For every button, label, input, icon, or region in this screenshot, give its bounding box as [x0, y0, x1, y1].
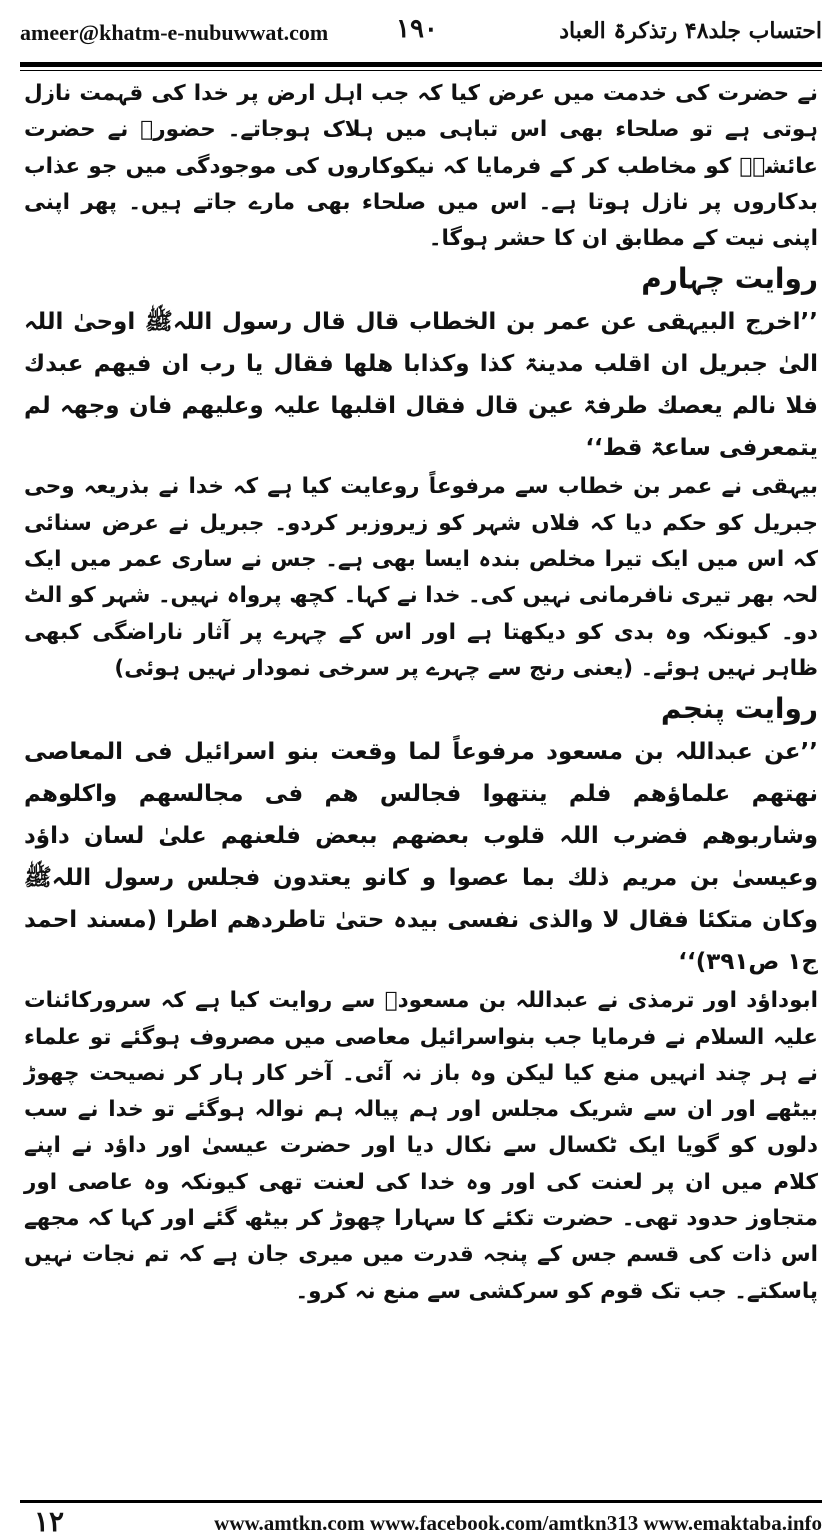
arabic-text-narration-5: ’’عن عبداللہ بن مسعود مرفوعاً لما وقعت بنو اسرائیل فی المعاصی نھتھم علماؤھم فلم ینتھوا فجالس ھم فی مجالسھم واکلوھم وشاربوھم فضرب اللہ قلوب بعضھم ببعض فلعنھم علیٰ لسان داؤد وعیسیٰ بن مریم ذلك بما عصوا و کانو یعتدون فجلس رسول اللہﷺ وکان متکئا فقال لا والذی نفسی بیدہ حتیٰ تاطردھم اطرا (مسند احمد ج۱ ص۳۹۱)‘‘: [24, 739, 818, 976]
arabic-text-narration-4: ’’اخرج البیہقی عن عمر بن الخطاب قال قال رسول اللہﷺ اوحیٰ اللہ الیٰ جبریل ان اقلب مدینۃ کذا وکذابا ھلھا فقال یا رب ان فیھم عبدك فلا نالم یعصك طرفۃ عین قال فقال اقلبھا علیہ وعلیھم فان وجھہ لم یتمعرفی ساعۃ قط‘‘: [24, 309, 818, 462]
heading-narration-5: روایت پنجم: [660, 692, 818, 726]
intro-paragraph: نے حضرت کی خدمت میں عرض کیا کہ جب اہل ارض پر خدا کی قہمت نازل ہوتی ہے تو صلحاء بھی اس تباہی میں ہلاک ہوجاتے۔ حضورﷺ نے حضرت عائشہؓ کو مخاطب کر کے فرمایا کہ نیکوکاروں کی موجودگی میں جو عذاب بدکاروں پر نازل ہوتا ہے۔ اس میں صلحاء بھی مارے جاتے ہیں۔ پھر اپنی اپنی نیت کے مطابق ان کا حشر ہوگا۔: [24, 81, 818, 252]
urdu-translation-narration-5: ابوداؤد اور ترمذی نے عبداللہ بن مسعودؓ سے روایت کیا ہے کہ سرورکائنات علیہ السلام نے فرمایا جب بنواسرائیل معاصی میں مصروف ہوگئے تو علماء نے ہر چند انہیں منع کیا لیکن وہ باز نہ آئی۔ آخر کار ہار کر نصیحت چھوڑ بیٹھے اور ان سے شریک مجلس اور ہم پیالہ ہم نوالہ ہوگئے تو خدا نے سب دلوں کو گویا ایک ٹکسال سے نکال دیا اور حضرت عیسیٰ اور داؤد نے اپنے کلام میں ان پر لعنت کی اور وہ خدا کی لعنت تھی کیونکہ وہ عاصی اور متجاوز حدود تھی۔ حضرت تکئے کا سہارا چھوڑ کر بیٹھ گئے اور کہا کہ مجھے اس ذات کی قسم جس کے پنجہ قدرت میں میری جان ہے کہ تم نجات نہیں پاسکتے۔ جب تک قوم کو سرکشی سے منع نہ کرو۔: [24, 988, 818, 1304]
urdu-translation-narration-4: بیہقی نے عمر بن خطاب سے مرفوعاً روعایت کیا ہے کہ خدا نے بذریعہ وحی جبریل کو حکم دیا کہ فلاں شہر کو زیروزبر کردو۔ جبریل نے عرض سنائی کہ اس میں ایک تیرا مخلص بندہ ایسا بھی ہے۔ جس نے ساری عمر میں ایک لحہ بھر تیری نافرمانی نہیں کی۔ خدا نے کہا۔ کچھ پرواہ نہیں۔ شہر کو الٹ دو۔ کیونکہ وہ بدی کو دیکھتا ہے اور اس کے چہرے پر آثار ناراضگی کبھی ظاہر نہیں ہوئے۔ (یعنی رنج سے چہرے پر سرخی نمودار نہیں ہوئی): [24, 474, 818, 681]
page-body: [24, 76, 818, 1496]
footer-page-number: ۱۲: [34, 1505, 65, 1538]
footer-links[interactable]: www.amtkn.com www.facebook.com/amtkn313 www.emaktaba.info: [214, 1511, 822, 1535]
book-title: احتساب جلد۴۸ رتذکرۃ العباد: [559, 18, 822, 44]
header-rule: [20, 62, 822, 67]
heading-narration-4: روایت چہارم: [641, 262, 818, 296]
page-number: ۱۹۰: [396, 14, 438, 44]
header-email: ameer@khatm-e-nubuwwat.com: [20, 20, 329, 45]
page-header: [20, 8, 822, 58]
header-rule-thin: [20, 70, 822, 71]
page-footer: [20, 1500, 822, 1539]
